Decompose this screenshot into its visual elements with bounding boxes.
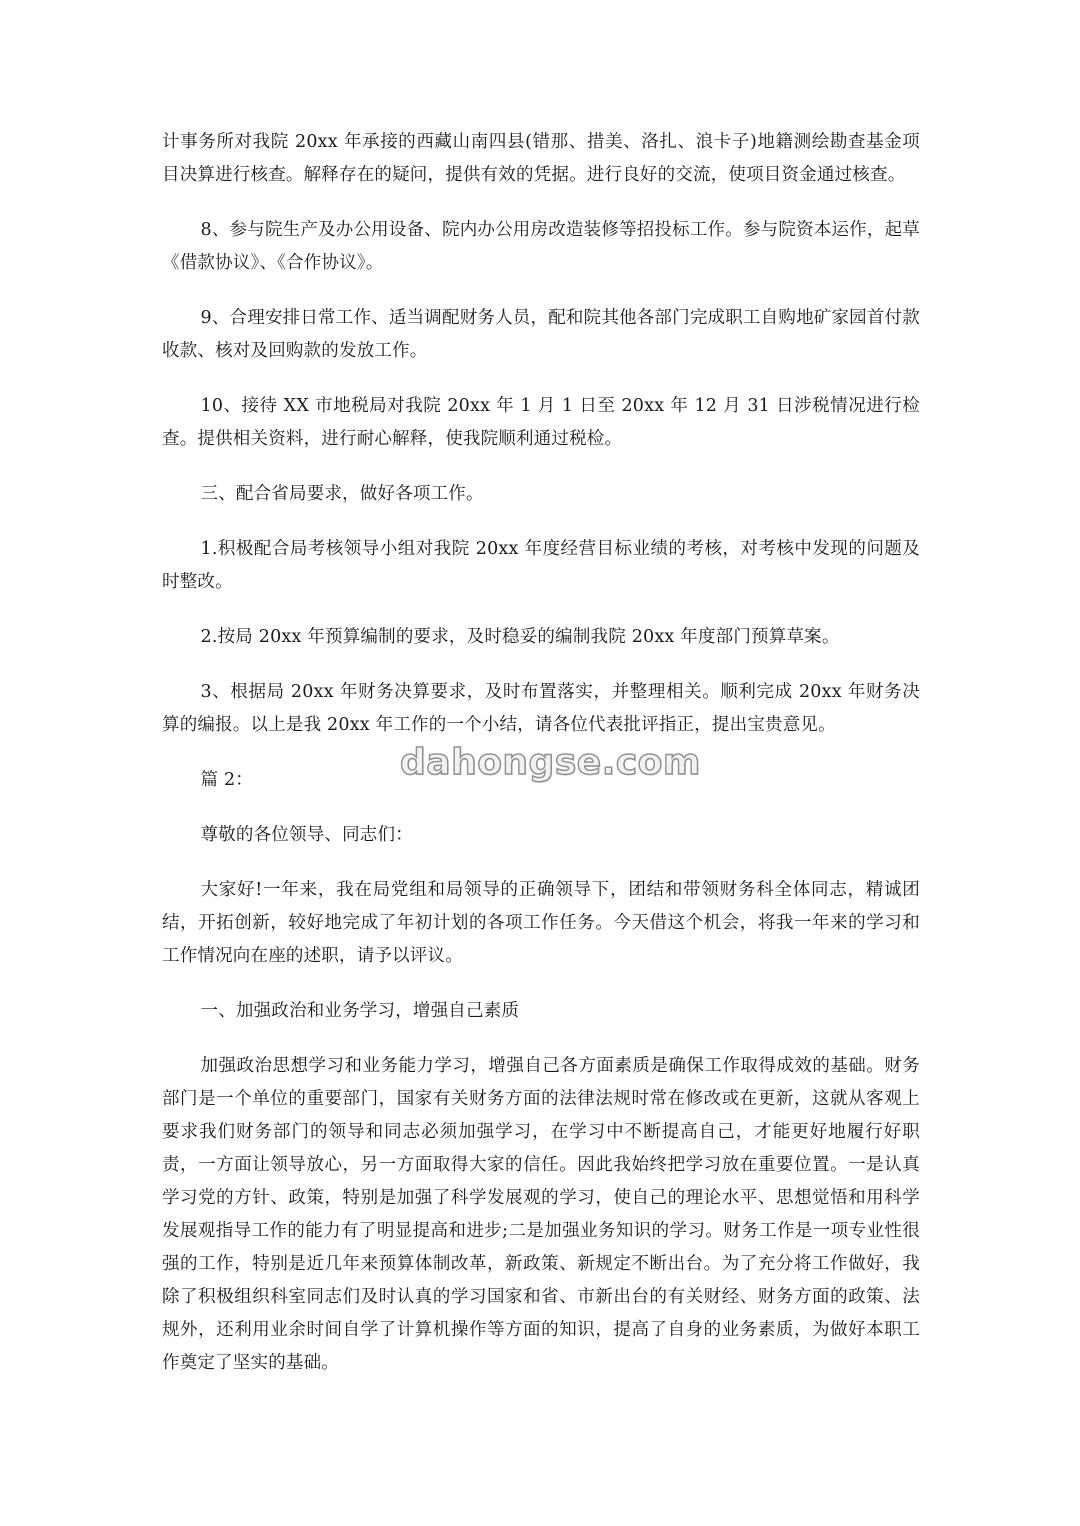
part-heading: 篇 2： bbox=[200, 770, 253, 790]
salutation: 尊敬的各位领导、同志们： bbox=[200, 825, 413, 845]
watermark-text: dahongse.com bbox=[400, 742, 701, 783]
paragraph: 9、合理安排日常工作、适当调配财务人员，配和院其他各部门完成职工自购地矿家园首付款收款、核对及回购款的发放工作。 bbox=[162, 308, 920, 361]
document-body bbox=[162, 126, 920, 1402]
paragraph: 3、根据局 20xx 年财务决算要求，及时布置落实，并整理相关。顺利完成 20xx 年财务决算的编报。以上是我 20xx 年工作的一个小结，请各位代表批评指正，提出宝贵意见。 bbox=[162, 682, 920, 735]
paragraph: 1.积极配合局考核领导小组对我院 20xx 年度经营目标业绩的考核，对考核中发现的问题及时整改。 bbox=[162, 539, 920, 592]
section-heading: 三、配合省局要求，做好各项工作。 bbox=[200, 484, 484, 504]
paragraph: 2.按局 20xx 年预算编制的要求，及时稳妥的编制我院 20xx 年度部门预算草案。 bbox=[200, 627, 840, 647]
paragraph: 加强政治思想学习和业务能力学习，增强自己各方面素质是确保工作取得成效的基础。财务部门是一个单位的重要部门，国家有关财务方面的法律法规时常在修改或在更新，这就从客观上要求我们财务部门的领导和同志必须加强学习，在学习中不断提高自己，才能更好地履行好职责，一方面让领导放心，另一方面取得大家的信任。因此我始终把学习放在重要位置。一是认真学习党的方针、政策，特别是加强了科学发展观的学习，使自己的理论水平、思想觉悟和用科学发展观指导工作的能力有了明显提高和进步;二是加强业务知识的学习。财务工作是一项专业性很强的工作，特别是近几年来预算体制改革，新政策、新规定不断出台。为了充分将工作做好，我除了积极组织科室同志们及时认真的学习国家和省、市新出台的有关财经、财务方面的政策、法规外，还利用业余时间自学了计算机操作等方面的知识，提高了自身的业务素质，为做好本职工作奠定了坚实的基础。 bbox=[162, 1056, 920, 1373]
paragraph: 计事务所对我院 20xx 年承接的西藏山南四县(错那、措美、洛扎、浪卡子)地籍测绘勘查基金项目决算进行核查。解释存在的疑问，提供有效的凭据。进行良好的交流，使项目资金通过核查。 bbox=[162, 132, 920, 185]
paragraph: 8、参与院生产及办公用设备、院内办公用房改造装修等招投标工作。参与院资本运作，起草《借款协议》、《合作协议》。 bbox=[162, 220, 920, 273]
section-heading: 一、加强政治和业务学习，增强自己素质 bbox=[200, 1001, 520, 1021]
paragraph: 10、接待 XX 市地税局对我院 20xx 年 1 月 1 日至 20xx 年 12 月 31 日涉税情况进行检查。提供相关资料，进行耐心解释，使我院顺利通过税检。 bbox=[162, 396, 920, 449]
paragraph: 大家好!一年来，我在局党组和局领导的正确领导下，团结和带领财务科全体同志，精诚团结，开拓创新，较好地完成了年初计划的各项工作任务。今天借这个机会，将我一年来的学习和工作情况向在座的述职，请予以评议。 bbox=[162, 880, 920, 966]
